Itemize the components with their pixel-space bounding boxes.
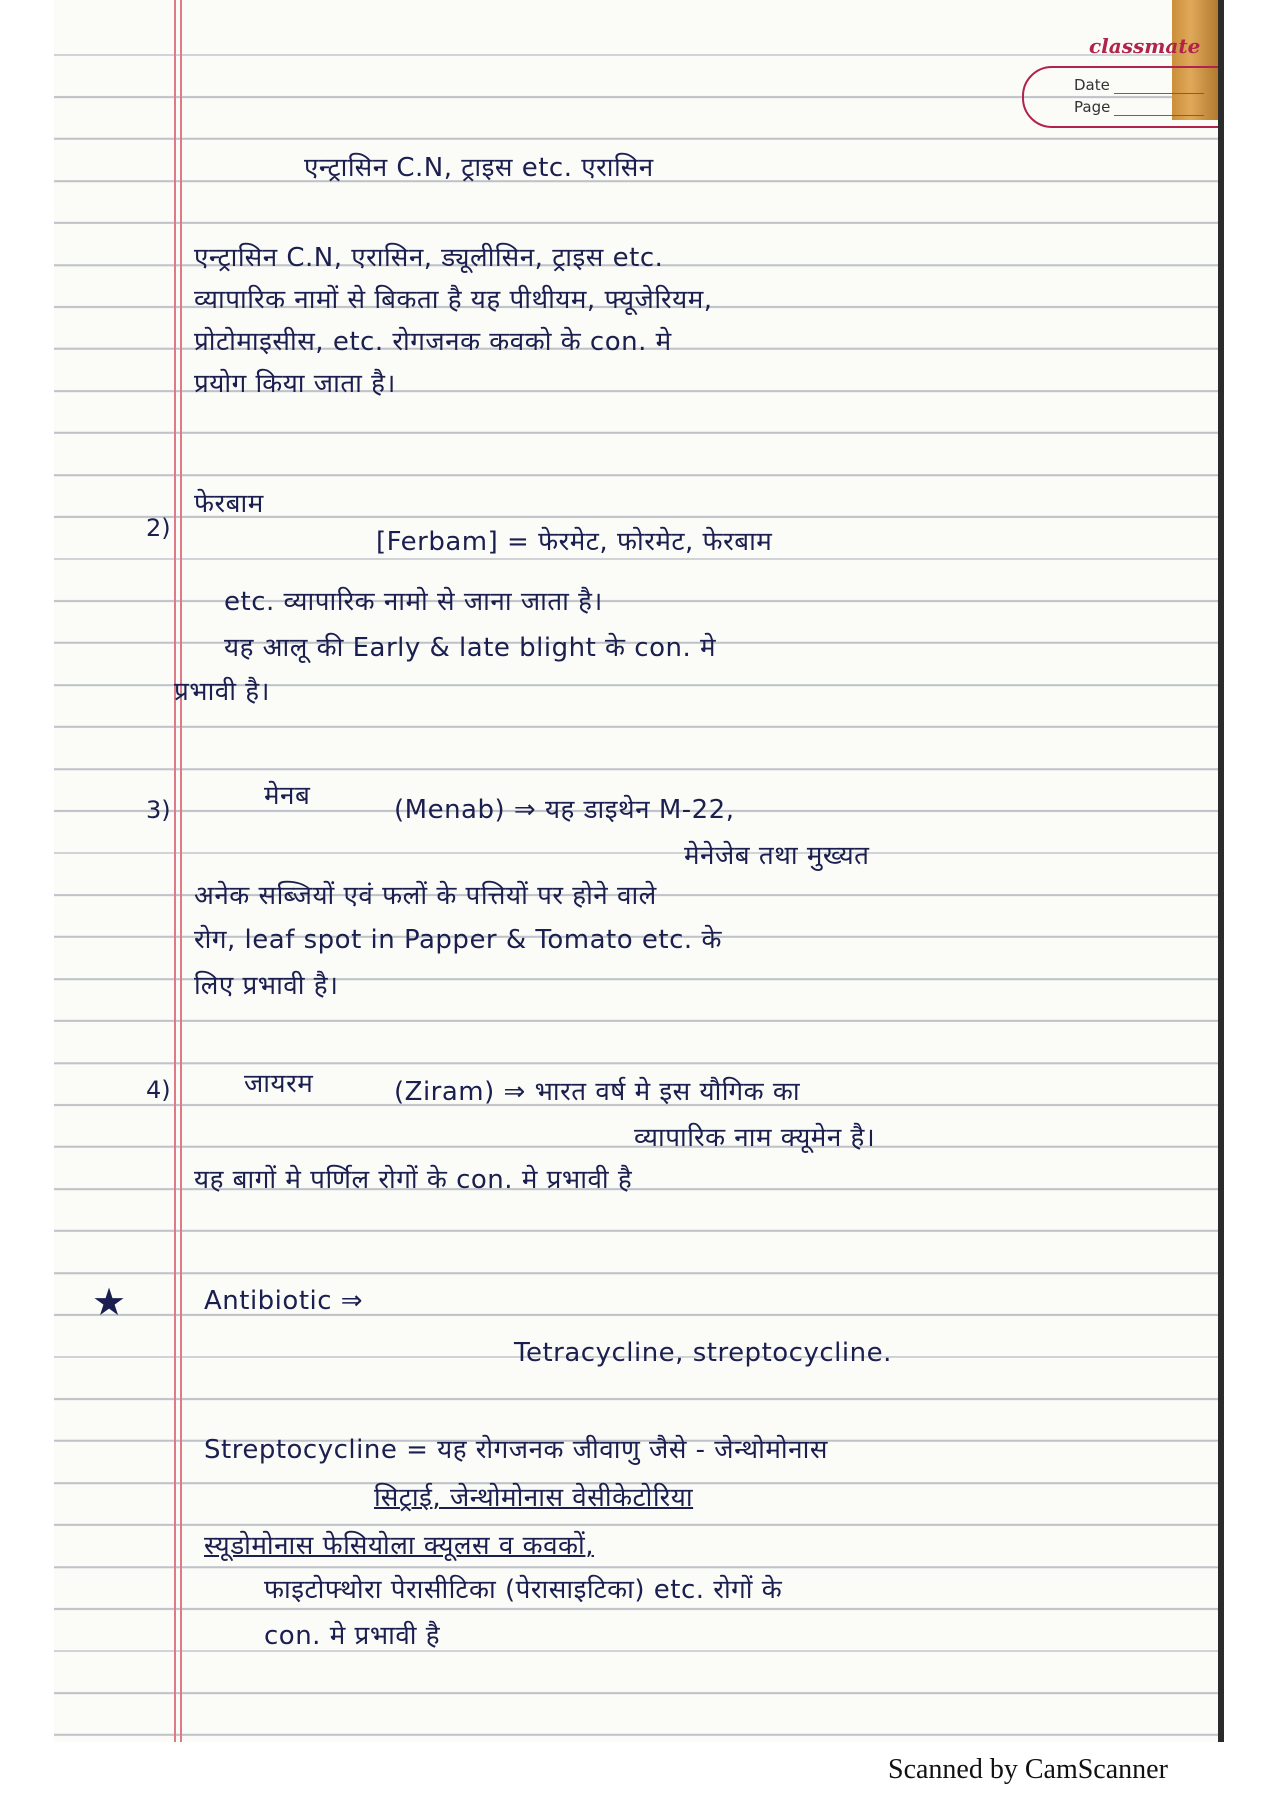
ziram-line: (Ziram) ⇒ भारत वर्ष मे इस यौगिक का xyxy=(394,1077,801,1107)
note-line: अनेक सब्जियों एवं फलों के पत्तियों पर होने वाले xyxy=(194,881,657,911)
note-line: con. मे प्रभावी है xyxy=(264,1621,441,1651)
ziram-name: जायरम xyxy=(244,1069,314,1099)
notebook-page xyxy=(54,0,1218,1742)
note-line: मेनेजेब तथा मुख्यत xyxy=(684,841,870,871)
scanner-watermark: Scanned by CamScanner xyxy=(888,1754,1168,1785)
page-label: Page xyxy=(1074,98,1111,116)
antibiotic-heading: Antibiotic ⇒ xyxy=(204,1286,364,1316)
note-title: एन्ट्रासिन C.N, ट्राइस etc. एरासिन xyxy=(304,153,654,183)
brand-logo: classmate xyxy=(1089,34,1201,58)
margin-line xyxy=(180,0,182,1742)
note-line: यह आलू की Early & late blight के con. मे xyxy=(224,633,717,663)
note-line: फाइटोफ्थोरा पेरासीटिका (पेरासाइटिका) etc. रोगों के xyxy=(264,1575,783,1605)
note-line: यह बागों मे पर्णिल रोगों के con. मे प्रभावी है xyxy=(194,1165,633,1195)
note-line: प्रयोग किया जाता है। xyxy=(194,369,396,399)
note-line: व्यापारिक नाम क्यूमेन है। xyxy=(634,1123,876,1153)
ferbam-name: फेरबाम xyxy=(194,489,264,519)
item-number: 3) xyxy=(146,796,171,824)
date-page-box xyxy=(1022,66,1218,128)
note-line: व्यापारिक नामों से बिकता है यह पीथीयम, फ्यूजेरियम, xyxy=(194,285,713,315)
note-line: रोग, leaf spot in Papper & Tomato etc. के xyxy=(194,925,722,955)
note-line: प्रोटोमाइसीस, etc. रोगजनक कवको के con. मे xyxy=(194,327,672,357)
note-line: etc. व्यापारिक नामो से जाना जाता है। xyxy=(224,587,603,617)
note-line: सिट्राई, जेन्थोमोनास वेसीकेटोरिया xyxy=(374,1483,694,1513)
ferbam-line: [Ferbam] = फेरमेट, फोरमेट, फेरबाम xyxy=(376,527,773,557)
item-number: 4) xyxy=(146,1076,171,1104)
item-number: 2) xyxy=(146,514,171,542)
date-label: Date xyxy=(1074,76,1110,94)
note-line: प्रभावी है। xyxy=(174,677,270,707)
note-line: एन्ट्रासिन C.N, एरासिन, ड्यूलीसिन, ट्राइस etc. xyxy=(194,243,664,273)
margin-line xyxy=(174,0,176,1742)
antibiotic-list: Tetracycline, streptocycline. xyxy=(514,1338,892,1368)
menab-line: (Menab) ⇒ यह डाइथेन M-22, xyxy=(394,795,735,825)
star-bullet: ★ xyxy=(92,1280,127,1324)
menab-name: मेनब xyxy=(264,781,311,811)
note-line: स्यूडोमोनास फेसियोला क्यूलस व कवकों, xyxy=(204,1531,594,1561)
note-line: लिए प्रभावी है। xyxy=(194,971,339,1001)
strepto-line: Streptocycline = यह रोगजनक जीवाणु जैसे - जेन्थोमोनास xyxy=(204,1435,828,1465)
